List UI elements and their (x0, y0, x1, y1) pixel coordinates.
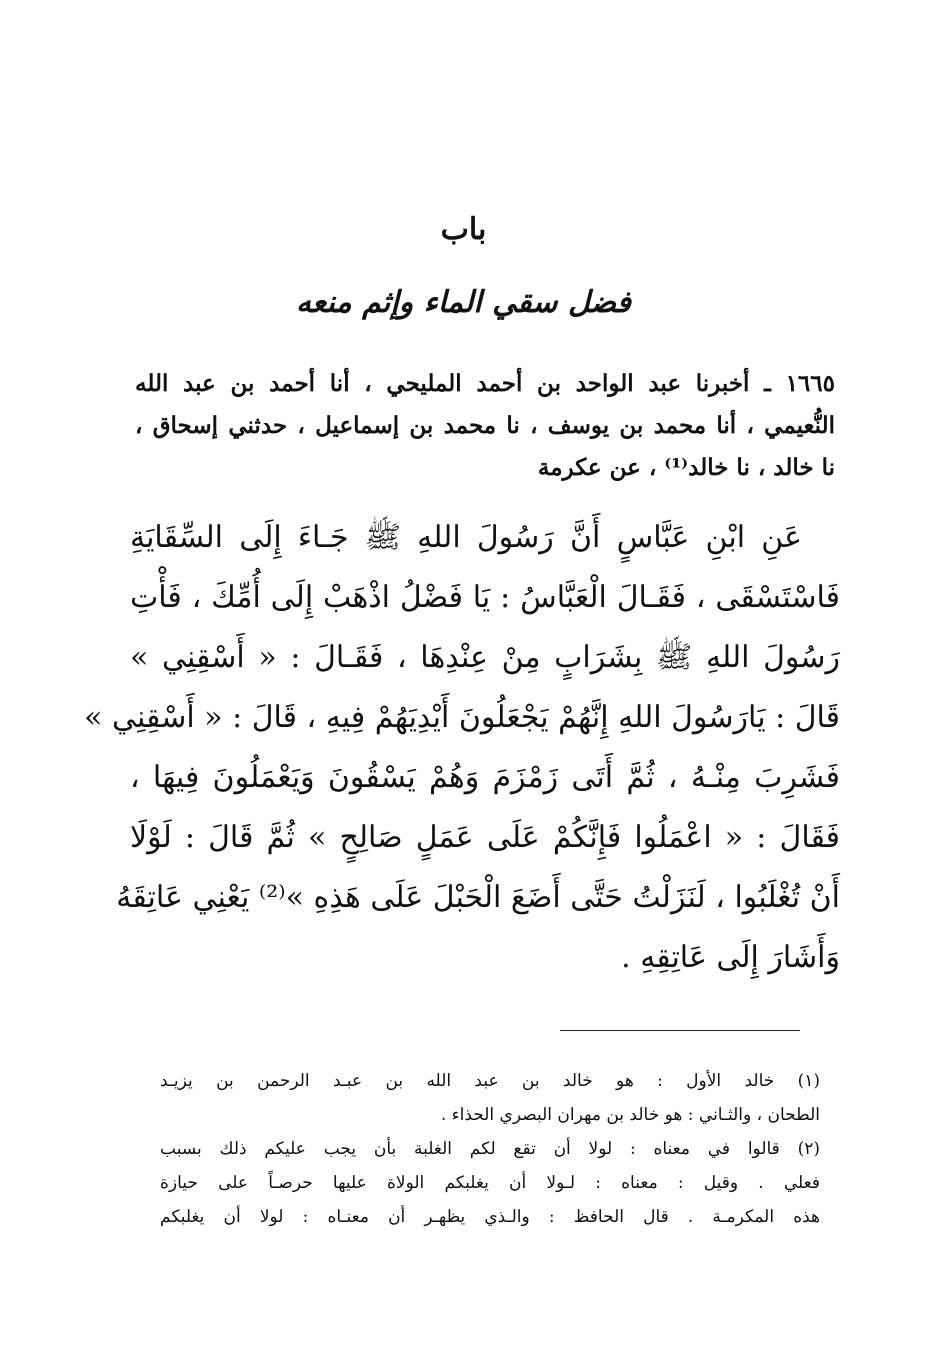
footnote-line: (١) خالد الأول : هو خالد بن عبد الله بن عبـد الرحمن بن يزيـد (160, 1071, 820, 1091)
matn-line: فَاسْتَسْقَى ، فَقَـالَ الْعَبَّاسُ : يَا فَضْلُ اذْهَبْ إِلَى أُمِّكَ ، فَأْتِ (130, 580, 840, 615)
isnad-line: نا خالد ، نا خالد⁽¹⁾ ، عن عكرمة (537, 454, 835, 481)
matn-line: رَسُولَ اللهِ ﷺ بِشَرَابٍ مِنْ عِنْدِهَا ، فَقَـالَ : « أَسْقِنِي » (130, 640, 840, 675)
isnad-line: النُّعيمي ، أنا محمد بن يوسف ، نا محمد بن إسماعيل ، حدثني إسحاق ، (135, 412, 835, 439)
footnote-line: الطحان ، والثـاني : هو خالد بن مهران البصري الحذاء . (440, 1105, 820, 1125)
footnote-line: فعلي . وقيل : معناه : لـولا أن يغلبكم الولاة عليها حرصـاً على حيازة (160, 1173, 820, 1193)
footnote-divider (560, 1030, 800, 1031)
matn-line: وَأَشَارَ إِلَى عَاتِقِهِ . (621, 940, 840, 975)
matn-line: عَنِ ابْنِ عَبَّاسٍ أَنَّ رَسُولَ اللهِ ﷺ جَـاءَ إِلَى السِّقَايَةِ (130, 520, 802, 555)
footnotes (160, 1064, 820, 1234)
chapter-title: باب (440, 212, 487, 247)
isnad-line: ١٦٦٥ ـ أخبرنا عبد الواحد بن أحمد المليحي ، أنا أحمد بن عبد الله (135, 370, 835, 397)
chapter-subtitle: فضل سقي الماء وإثم منعه (295, 285, 632, 320)
hadith-matn (84, 508, 840, 988)
matn-line: فَشَرِبَ مِنْـهُ ، ثُمَّ أَتَى زَمْزَمَ وَهُمْ يَسْقُونَ وَيَعْمَلُونَ فِيهَا ، (130, 760, 840, 795)
footnote-line: (٢) قالوا في معناه : لولا أن تقع لكم الغلبة بأن يجب عليكم ذلك بسبب (160, 1139, 820, 1159)
footnote-line: هذه المكرمـة . قال الحافظ : والـذي يظهـر أن معنـاه : لولا أن يغلبكم (160, 1207, 820, 1227)
hadith-isnad (135, 363, 835, 489)
matn-line: أَنْ تُغْلَبُوا ، لَنَزَلْتُ حَتَّى أَضَعَ الْحَبْلَ عَلَى هَذِهِ »⁽²⁾ يَعْنِي عَاتِقَهُ (116, 880, 840, 915)
matn-line: قَالَ : يَارَسُولَ اللهِ إِنَّهُمْ يَجْعَلُونَ أَيْدِيَهُمْ فِيهِ ، قَالَ : « أَسْقِنِي » (84, 700, 840, 735)
matn-line: فَقَالَ : « اعْمَلُوا فَإِنَّكُمْ عَلَى عَمَلٍ صَالِحٍ » ثُمَّ قَالَ : لَوْلَا (130, 820, 840, 855)
